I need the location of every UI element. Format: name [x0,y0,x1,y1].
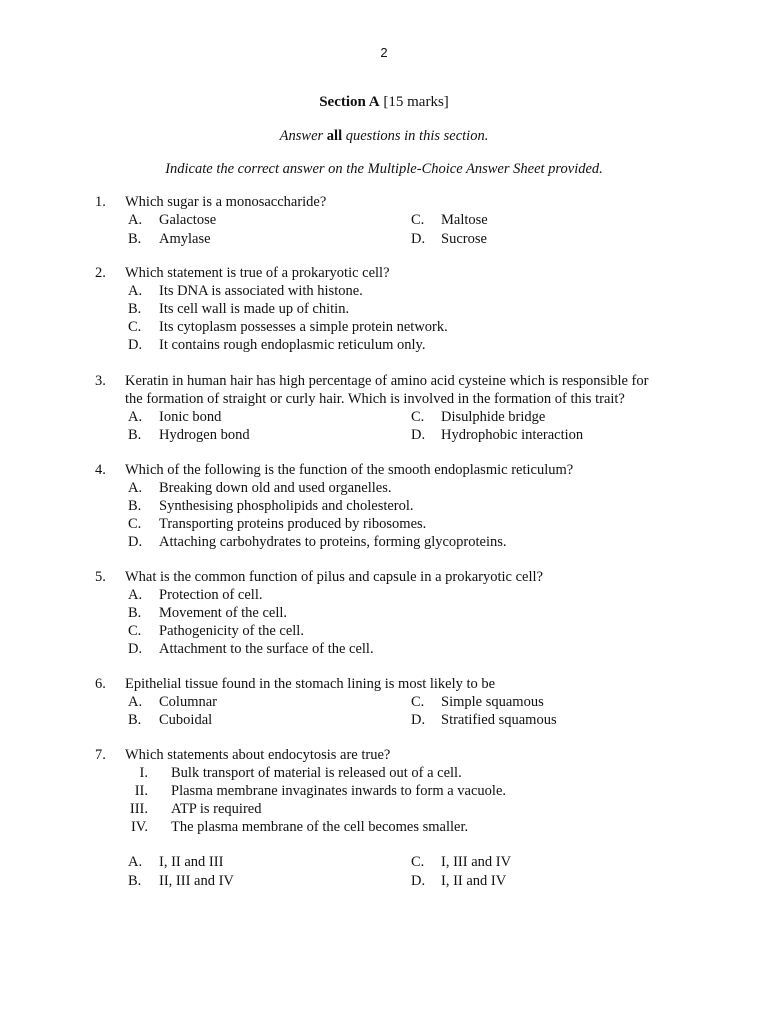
option-c-text: Its cytoplasm possesses a simple protein network. [159,319,448,335]
option-d-label: D. [411,231,426,247]
option-d-label: D. [128,337,143,353]
option-row [0,318,768,336]
instruction-answer-sheet: Indicate the correct answer on the Multiple-Choice Answer Sheet provided. [165,161,603,177]
section-title [0,93,768,111]
option-a-text: Galactose [159,212,217,228]
option-d-text: Hydrophobic interaction [441,427,584,443]
question-stem-line-2: the formation of straight or curly hair. Which is involved in the formation of this trait? [125,391,625,407]
option-row [0,497,768,515]
option-row [0,640,768,658]
option-b-text: Movement of the cell. [159,605,288,621]
question-stem: Which sugar is a monosaccharide? [125,194,327,210]
option-row [0,282,768,300]
option-c-text: Disulphide bridge [441,409,546,425]
option-d-label: D. [411,427,426,443]
option-b-text: Cuboidal [159,712,213,728]
option-row [0,300,768,318]
option-c-text: I, III and IV [441,854,512,870]
instruction-suffix: questions in this section. [345,128,489,144]
option-d-text: Stratified squamous [441,712,557,728]
instruction-answer-all [0,127,768,145]
option-a-text: Ionic bond [159,409,222,425]
option-row [0,872,768,890]
option-row [0,230,768,248]
question-number: 4. [95,462,106,478]
statement-iv-label: IV. [130,819,148,835]
option-a-label: A. [128,480,143,496]
option-b-text: Its cell wall is made up of chitin. [159,301,350,317]
option-c-label: C. [411,409,425,425]
option-b-text: Hydrogen bond [159,427,250,443]
option-row [0,408,768,426]
option-a-text: I, II and III [159,854,224,870]
option-d-text: I, II and IV [441,873,507,889]
question-number: 1. [95,194,106,210]
option-c-text: Maltose [441,212,488,228]
statement-row [0,800,768,818]
option-d-text: It contains rough endoplasmic reticulum only. [159,337,426,353]
option-d-text: Attaching carbohydrates to proteins, forming glycoproteins. [159,534,507,550]
option-a-label: A. [128,587,143,603]
option-a-text: Protection of cell. [159,587,263,603]
section-name: Section A [319,94,380,110]
option-d-label: D. [128,534,143,550]
option-b-label: B. [128,605,142,621]
option-a-text: Columnar [159,694,217,710]
statement-row [0,818,768,836]
option-c-text: Pathogenicity of the cell. [159,623,304,639]
question-stem: Which statement is true of a prokaryotic cell? [125,265,390,281]
option-row [0,479,768,497]
option-c-label: C. [411,854,425,870]
option-row [0,515,768,533]
option-b-label: B. [128,712,142,728]
option-d-text: Attachment to the surface of the cell. [159,641,374,657]
statement-row [0,782,768,800]
question-stem: Which of the following is the function of the smooth endoplasmic reticulum? [125,462,574,478]
question-stem: Epithelial tissue found in the stomach lining is most likely to be [125,676,496,692]
question-number: 5. [95,569,106,585]
option-row [0,853,768,871]
instruction-prefix: Answer [279,128,324,144]
instruction-bold: all [326,128,343,144]
page-number: 2 [380,45,388,60]
option-a-label: A. [128,854,143,870]
option-c-text: Transporting proteins produced by ribosomes. [159,516,427,532]
option-d-text: Sucrose [441,231,487,247]
option-d-label: D. [411,873,426,889]
option-c-label: C. [128,623,142,639]
option-row [0,533,768,551]
option-b-label: B. [128,873,142,889]
question-stem: What is the common function of pilus and capsule in a prokaryotic cell? [125,569,543,585]
option-row [0,622,768,640]
section-marks: [15 marks] [383,94,449,110]
question-number: 2. [95,265,106,281]
statement-ii-text: Plasma membrane invaginates inwards to form a vacuole. [171,783,507,799]
statement-i-text: Bulk transport of material is released out of a cell. [171,765,462,781]
option-b-text: II, III and IV [159,873,234,889]
option-a-text: Its DNA is associated with histone. [159,283,363,299]
statement-ii-label: II. [134,783,148,799]
statement-iii-text: ATP is required [171,801,262,817]
option-a-label: A. [128,283,143,299]
statement-row [0,764,768,782]
question-number: 3. [95,373,106,389]
option-b-label: B. [128,231,142,247]
question-stem-line-1: Keratin in human hair has high percentage of amino acid cysteine which is responsible for [125,373,649,389]
option-d-label: D. [128,641,143,657]
option-row [0,711,768,729]
option-c-text: Simple squamous [441,694,544,710]
option-c-label: C. [411,694,425,710]
statement-i-label: I. [139,765,148,781]
option-row [0,693,768,711]
option-c-label: C. [128,319,142,335]
question-number: 7. [95,747,106,763]
option-b-text: Amylase [159,231,211,247]
question-number: 6. [95,676,106,692]
option-row [0,211,768,229]
option-row [0,586,768,604]
option-row [0,604,768,622]
question-stem: Which statements about endocytosis are true? [125,747,391,763]
statement-iii-label: III. [129,801,148,817]
option-c-label: C. [128,516,142,532]
option-b-label: B. [128,427,142,443]
option-b-label: B. [128,301,142,317]
option-b-text: Synthesising phospholipids and cholesterol. [159,498,414,514]
option-c-label: C. [411,212,425,228]
statement-iv-text: The plasma membrane of the cell becomes smaller. [171,819,469,835]
option-row [0,426,768,444]
option-a-label: A. [128,409,143,425]
option-a-label: A. [128,694,143,710]
option-d-label: D. [411,712,426,728]
option-a-text: Breaking down old and used organelles. [159,480,392,496]
option-a-label: A. [128,212,143,228]
option-row [0,336,768,354]
option-b-label: B. [128,498,142,514]
